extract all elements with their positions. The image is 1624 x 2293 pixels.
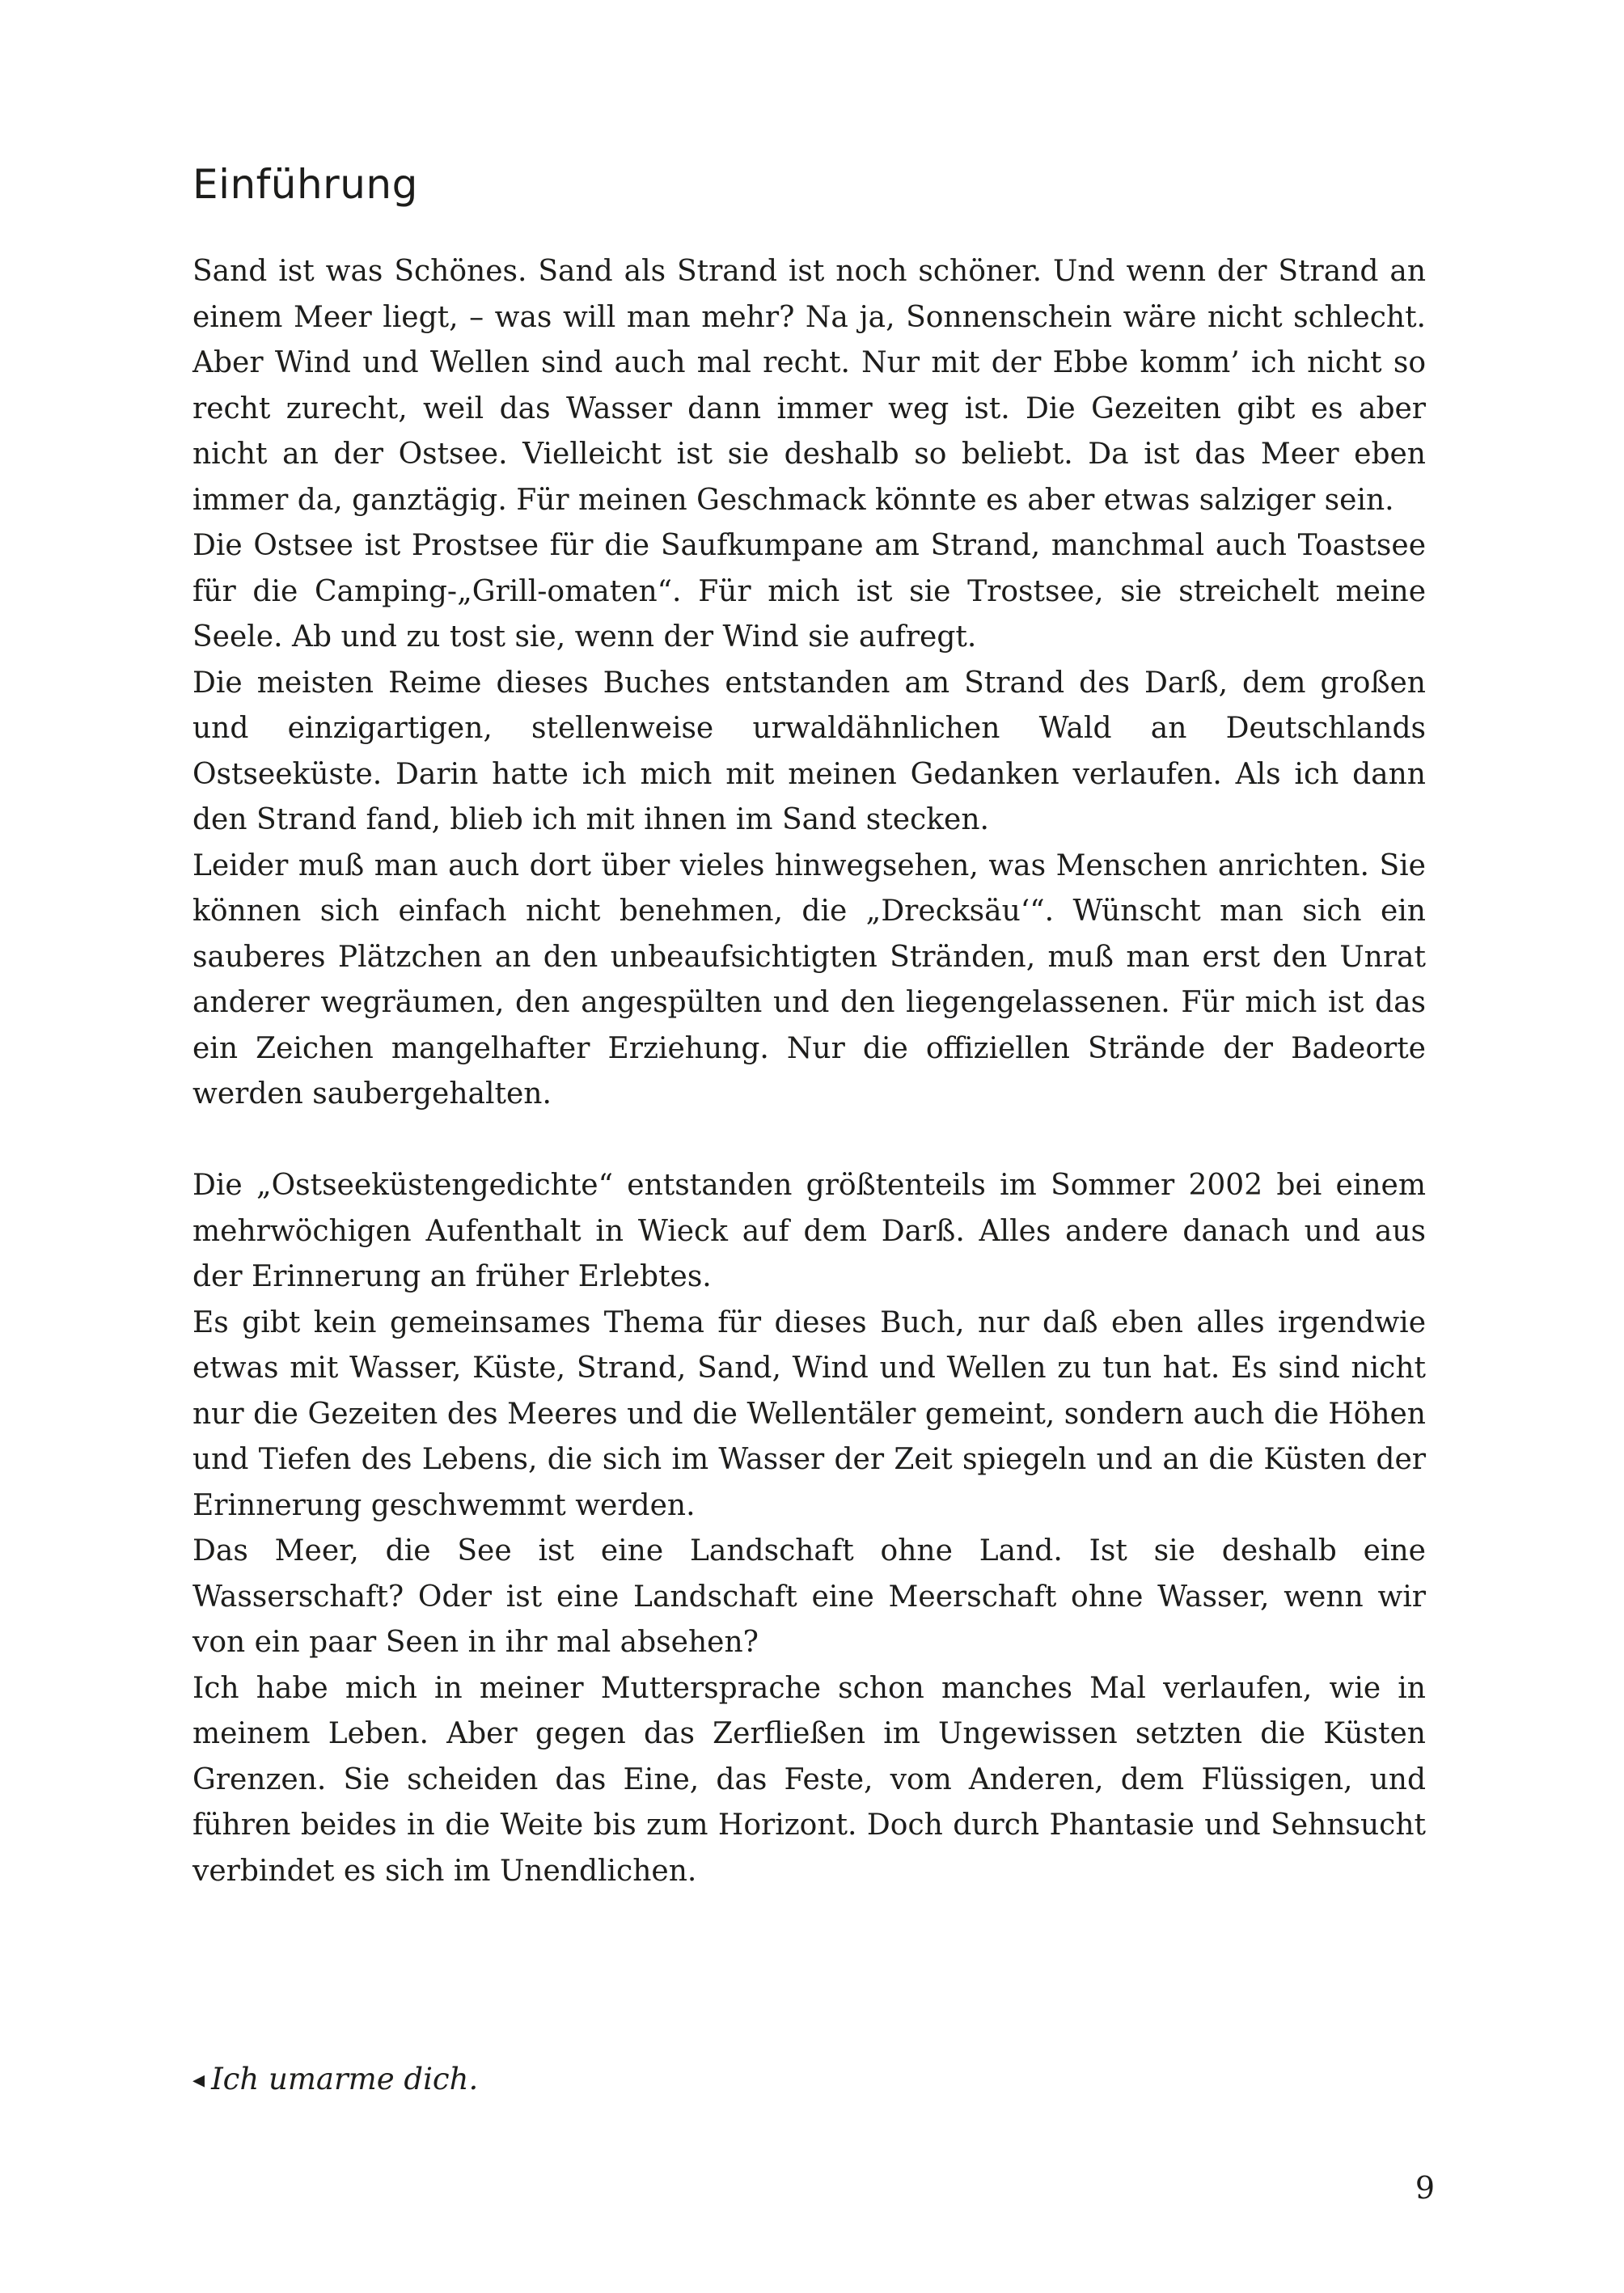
cross-reference-text: Ich umarme dich.: [211, 2062, 479, 2096]
blank-line: [192, 1118, 1426, 1164]
page-number: 9: [1415, 2170, 1435, 2206]
paragraph: Sand ist was Schönes. Sand als Strand ist noch schöner. Und wenn der Strand an einem Meer liegt, – was will man mehr? Na ja, Sonnenschein wäre nicht schlecht. Aber Wind und Wellen sind auch mal recht. Nur mit der Ebbe komm’ ich nicht so recht zurecht, weil das Wasser dann immer weg ist. Die Gezeiten gibt es aber nicht an der Ostsee. Vielleicht ist sie deshalb so beliebt. Da ist das Meer eben immer da, ganztägig. Für meinen Geschmack könnte es aber etwas salziger sein.: [192, 255, 1426, 517]
left-triangle-icon: ◂: [192, 2066, 205, 2094]
chapter-title: Einführung: [192, 161, 418, 208]
cross-reference-note: [192, 2057, 478, 2103]
paragraph: Die Ostsee ist Prostsee für die Saufkumpane am Strand, manchmal auch Toastsee für die Camping-„Grill-omaten“. Für mich ist sie Trostsee, sie streichelt meine Seele. Ab und zu tost sie, wenn der Wind sie aufregt.: [192, 529, 1426, 654]
paragraph: Leider muß man auch dort über vieles hinwegsehen, was Menschen anrichten. Sie können sich einfach nicht benehmen, die „Drecksäu‘“. Wünscht man sich ein sauberes Plätzchen an den unbeaufsichtigten Stränden, muß man erst den Unrat anderer wegräumen, den angespülten und den liegengelassenen. Für mich ist das ein Zeichen mangelhafter Erziehung. Nur die offiziellen Strände der Badeorte werden saubergehalten.: [192, 848, 1426, 1111]
paragraph: Die meisten Reime dieses Buches entstanden am Strand des Darß, dem großen und einzigartigen, stellenweise urwaldähnlichen Wald an Deutschlands Ostseeküste. Darin hatte ich mich mit meinen Gedanken verlaufen. Als ich dann den Strand fand, blieb ich mit ihnen im Sand stecken.: [192, 666, 1426, 836]
paragraph: Es gibt kein gemeinsames Thema für dieses Buch, nur daß eben alles irgendwie etwas mit Wasser, Küste, Strand, Sand, Wind und Wellen zu tun hat. Es sind nicht nur die Gezeiten des Meeres und die Wellentäler gemeint, sondern auch die Höhen und Tiefen des Lebens, die sich im Wasser der Zeit spiegeln und an die Küsten der Erinnerung geschwemmt werden.: [192, 1305, 1426, 1522]
paragraph: Die „Ostseeküstengedichte“ entstanden größtenteils im Sommer 2002 bei einem mehrwöchigen Aufenthalt in Wieck auf dem Darß. Alles andere danach und aus der Erinnerung an früher Erlebtes.: [192, 1169, 1426, 1293]
paragraph: Ich habe mich in meiner Muttersprache schon manches Mal verlaufen, wie in meinem Leben. Aber gegen das Zerfließen im Ungewissen setzten die Küsten Grenzen. Sie scheiden das Eine, das Feste, vom Anderen, dem Flüssigen, und führen beides in die Weite bis zum Horizont. Doch durch Phantasie und Sehnsucht verbindet es sich im Unendlichen.: [192, 1671, 1426, 1888]
paragraph: Das Meer, die See ist eine Landschaft ohne Land. Ist sie deshalb eine Wasserschaft? Oder ist eine Landschaft eine Meerschaft ohne Wasser, wenn wir von ein paar Seen in ihr mal absehen?: [192, 1534, 1426, 1659]
chapter-body: [192, 249, 1426, 1894]
